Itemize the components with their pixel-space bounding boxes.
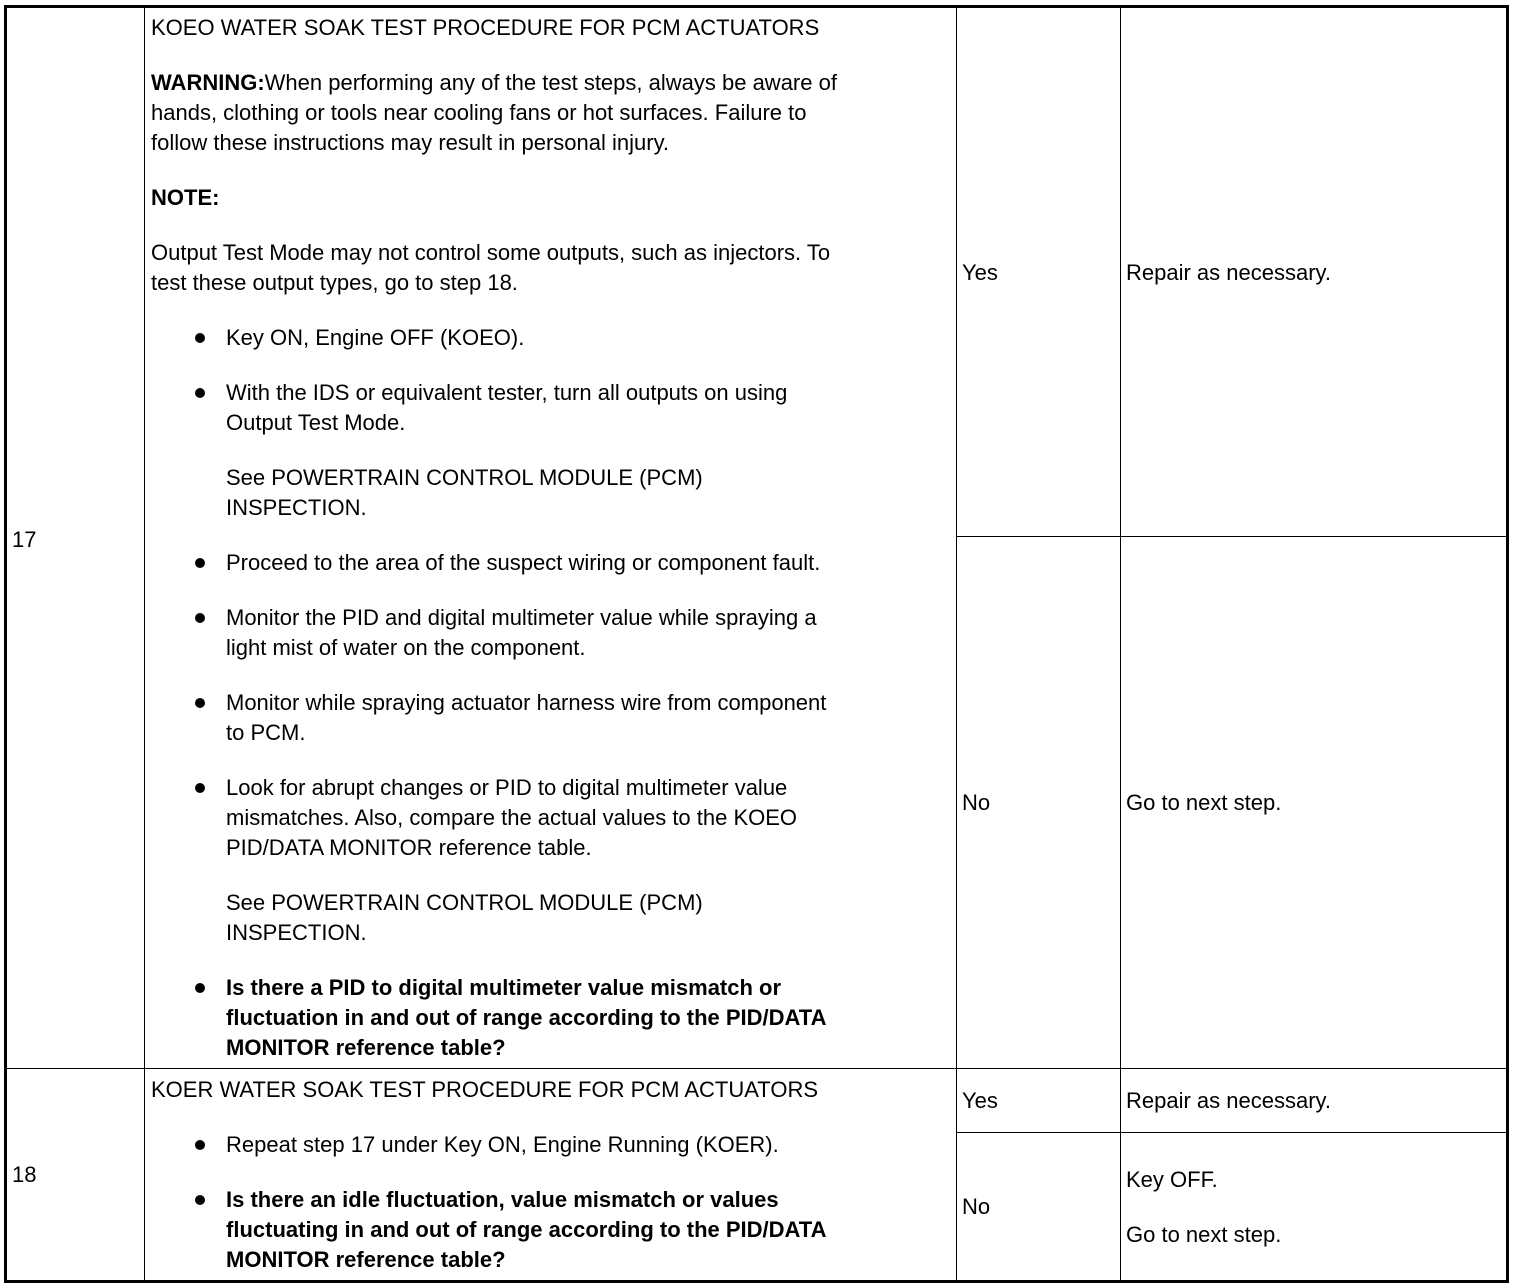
bullet-icon <box>195 783 205 793</box>
warning-text: WARNING:When performing any of the test steps, always be aware of <box>151 70 837 95</box>
step-title: KOER WATER SOAK TEST PROCEDURE FOR PCM ACTUATORS <box>151 1077 819 1102</box>
note-text: Output Test Mode may not control some outputs, such as injectors. To <box>151 240 831 265</box>
result-no-label: No <box>962 1194 991 1219</box>
row-divider <box>956 536 1509 537</box>
result-yes-action: Repair as necessary. <box>1126 260 1332 285</box>
step-number: 18 <box>12 1162 37 1187</box>
note-label: NOTE: <box>151 185 220 210</box>
warning-text: follow these instructions may result in personal injury. <box>151 130 670 155</box>
result-yes-action: Repair as necessary. <box>1126 1088 1332 1113</box>
result-yes-label: Yes <box>962 260 998 285</box>
step-title: KOEO WATER SOAK TEST PROCEDURE FOR PCM ACTUATORS <box>151 15 820 40</box>
bullet-icon <box>195 558 205 568</box>
result-yes-label: Yes <box>962 1088 998 1113</box>
bullet-icon <box>195 333 205 343</box>
bullet-icon <box>195 613 205 623</box>
result-no-action: Go to next step. <box>1126 1222 1282 1247</box>
bullet-icon <box>195 388 205 398</box>
result-no-action: Key OFF. <box>1126 1167 1218 1192</box>
row-divider <box>956 1132 1509 1133</box>
warning-label: WARNING: <box>151 70 265 95</box>
row-divider <box>4 1068 1509 1069</box>
bullet-icon <box>195 1195 205 1205</box>
step-number: 17 <box>12 527 37 552</box>
result-no-action: Go to next step. <box>1126 790 1282 815</box>
warning-text: hands, clothing or tools near cooling fans or hot surfaces. Failure to <box>151 100 807 125</box>
column-divider <box>144 5 145 1283</box>
procedure-table: 17 KOEO WATER SOAK TEST PROCEDURE FOR PCM ACTUATORS WARNING:When performing any of the test steps, always be aware of hands, clothing or tools near cooling fans or hot surfaces. Failure to follow these instructions may result in personal injury. NOTE: Output Test Mode may not control some outputs, such as injectors. To test these output types, go to step 18. Key ON, Engine OFF (KOEO). With the IDS or equivalent tester, turn all outputs on using Output Test Mode. See POWERTRAIN CONTROL MODULE (PCM) INSPECTION. Proceed to the area of the suspect wiring or component fault. Monitor the PID and digital multimeter value while spraying a light mist of water on the component. Monitor while spraying actuator harness wire from component to PCM. Look for abrupt changes or PID to digital multimeter value mismatches. Also, compare the actual values to the KOEO PID/DATA MONITOR reference table. See POWERTRAIN CONTROL MODULE (PCM) INSPECTION. Is there a PID to digital multimeter value mismatch or fluctuation in and out of range according to the PID/DATA MONITOR reference table? Yes Repair as necessary. No Go to next step. 18 KOER WATER SOAK TEST PROCEDURE FOR PCM ACTUATORS Repeat step 17 under Key ON, Engine Running (KOER). Is there an idle fluctuation, value mismatch or values fluctuating in and out of range according to the PID/DATA MONITOR reference table? Yes Repair as necessary. No Key OFF. Go to next step. <box>0 0 1520 1288</box>
column-divider <box>1120 5 1121 1283</box>
bullet-icon <box>195 698 205 708</box>
bullet-icon <box>195 1140 205 1150</box>
note-text: test these output types, go to step 18. <box>151 270 518 295</box>
result-no-label: No <box>962 790 991 815</box>
bullet-icon <box>195 983 205 993</box>
column-divider <box>956 5 957 1283</box>
